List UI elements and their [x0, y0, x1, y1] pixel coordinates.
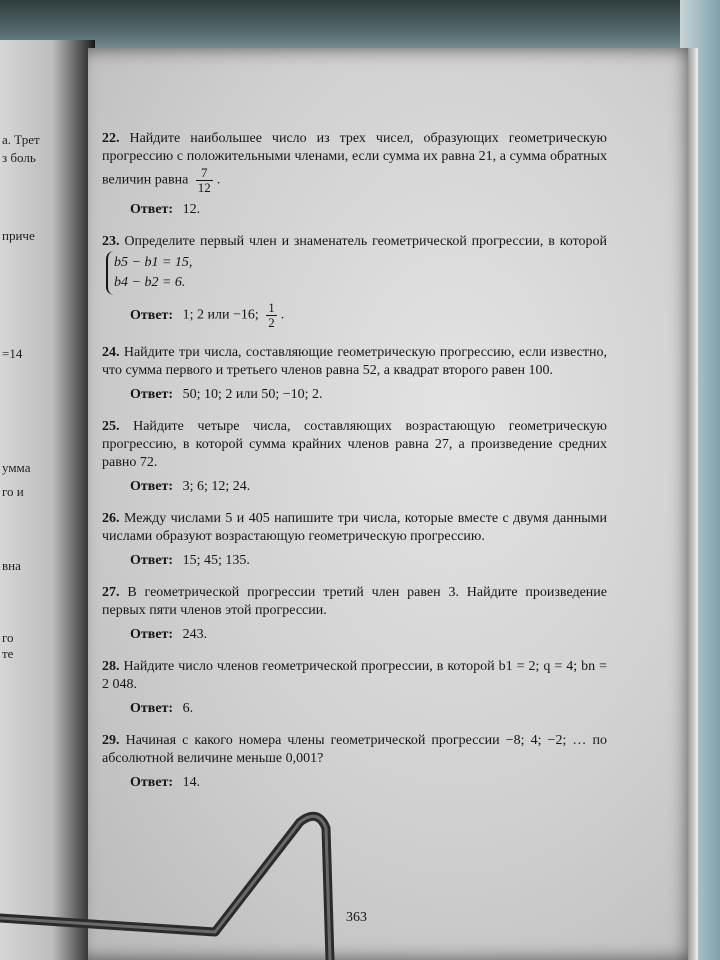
answer-value: 1; 2 или −16;	[182, 307, 259, 323]
answer-value: 14.	[182, 775, 201, 790]
answer	[130, 700, 607, 718]
equation-line: b4 − b2 = 6.	[114, 275, 186, 290]
problem-23	[102, 233, 607, 330]
answer-label: Ответ:	[130, 387, 174, 402]
problem-25	[102, 418, 607, 496]
fraction-numerator: 1	[268, 300, 275, 315]
problem-28	[102, 658, 607, 718]
fraction-numerator: 7	[196, 166, 213, 181]
left-page-fragment: вна	[2, 558, 21, 573]
answer	[130, 301, 607, 330]
left-page-fragment: те	[2, 646, 14, 661]
problem-29	[102, 732, 607, 792]
problem-number: 24.	[102, 345, 120, 360]
answer-label: Ответ:	[130, 307, 174, 323]
answer	[130, 552, 607, 570]
left-page-fragment: го	[2, 630, 14, 645]
problem-text: Определите первый член и знаменатель геометрической прогрессии, в которой	[124, 234, 607, 249]
problem-number: 22.	[102, 131, 120, 146]
answer-label: Ответ:	[130, 775, 174, 790]
problem-24	[102, 344, 607, 404]
left-page-fragment: го и	[2, 484, 24, 499]
left-page	[0, 40, 95, 960]
answer	[130, 774, 607, 792]
answer	[130, 386, 607, 404]
problem-number: 28.	[102, 659, 120, 674]
answer-value: 3; 6; 12; 24.	[182, 479, 251, 494]
left-page-fragment: умма	[2, 460, 31, 475]
fraction	[196, 166, 213, 195]
left-page-fragment: а. Трет	[2, 132, 40, 147]
answer	[130, 201, 607, 219]
answer-label: Ответ:	[130, 701, 174, 716]
answer-value: 15; 45; 135.	[182, 553, 250, 568]
answer	[130, 626, 607, 644]
problem-text: Найдите четыре числа, составляющих возрастающую геометрическую прогрессию, в которой сумма крайних членов равна 27, а произведение средних равно 72.	[102, 419, 608, 470]
left-page-fragment: =14	[2, 346, 23, 361]
page-number: 363	[346, 910, 367, 925]
answer-after: .	[280, 307, 285, 323]
page-edge	[688, 48, 698, 960]
left-page-fragment: приче	[2, 228, 35, 243]
problem-number: 27.	[102, 585, 120, 600]
equation-system	[106, 251, 192, 295]
fraction-denominator: 2	[268, 315, 275, 330]
problem-text: Найдите наибольшее число из трех чисел, образующих геометрическую прогрессию с положительными членами, если сумма их равна 21, а сумма обратных величин равна	[102, 131, 608, 188]
problem-text: В геометрической прогрессии третий член равен 3. Найдите произведение первых пяти членов этой прогрессии.	[102, 585, 608, 618]
answer-value: 12.	[182, 202, 201, 217]
problem-number: 26.	[102, 511, 120, 526]
answer-label: Ответ:	[130, 479, 174, 494]
problem-26	[102, 510, 607, 570]
answer-label: Ответ:	[130, 627, 174, 642]
problem-number: 23.	[102, 234, 120, 249]
problem-27	[102, 584, 607, 644]
problem-text: Начиная с какого номера члены геометрической прогрессии −8; 4; −2; … по абсолютной величине меньше 0,001?	[102, 733, 607, 766]
equation-line: b5 − b1 = 15,	[114, 255, 193, 270]
problem-22	[102, 130, 607, 219]
answer	[130, 478, 607, 496]
answer-value: 6.	[182, 701, 194, 716]
answer-value: 50; 10; 2 или 50; −10; 2.	[182, 387, 323, 402]
problem-number: 25.	[102, 419, 120, 434]
answer-value: 243.	[182, 627, 208, 642]
left-page-fragment: з боль	[2, 150, 36, 165]
fraction	[266, 301, 277, 330]
answer-label: Ответ:	[130, 202, 174, 217]
problem-list	[102, 130, 607, 806]
answer-label: Ответ:	[130, 553, 174, 568]
book-page	[88, 48, 698, 960]
problem-number: 29.	[102, 733, 120, 748]
fraction-denominator: 12	[197, 180, 211, 195]
problem-text-after: .	[216, 172, 221, 188]
problem-text: Между числами 5 и 405 напишите три числа, которые вместе с двумя данными числами образуют возрастающую геометрическую прогрессию.	[102, 511, 607, 544]
problem-text: Найдите число членов геометрической прогрессии, в которой b1 = 2; q = 4; bn = 2 048.	[102, 659, 608, 692]
problem-text: Найдите три числа, составляющие геометрическую прогрессию, если известно, что сумма первого и третьего членов равна 52, а квадрат второго равен 100.	[102, 345, 607, 378]
